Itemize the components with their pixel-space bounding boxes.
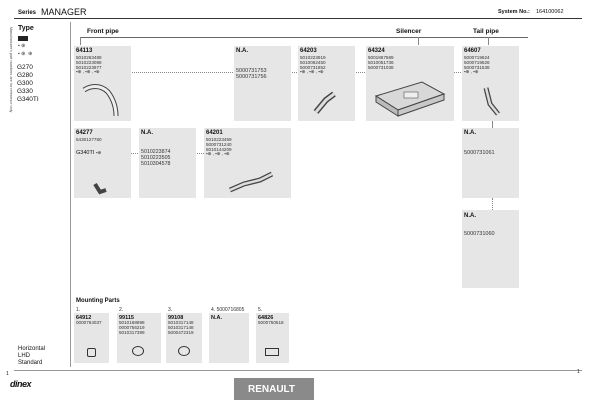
model-2: G280 [17, 72, 33, 79]
truck-icon [18, 36, 28, 41]
mount-2-refs: 5010168898 0000756219 5010317399 [119, 320, 145, 336]
series-value: MANAGER [41, 7, 87, 17]
mount-2-code: 99115 [119, 315, 134, 321]
series-label: Series [18, 10, 37, 16]
config-block [18, 346, 45, 367]
mount-1-num: 1. [76, 307, 81, 313]
mount-1-refs: 0000764037 [76, 320, 102, 325]
part-64277-refs: 5430127780 [76, 137, 102, 142]
heading-tick-3 [488, 37, 489, 45]
na-3-code: N.A. [464, 130, 476, 136]
part-64277-code: 64277 [76, 130, 93, 136]
na-2-code: N.A. [141, 130, 153, 136]
system-label: System No.: [498, 9, 530, 15]
mount-2-image [132, 346, 144, 356]
front-pipe-64277-image [92, 180, 110, 196]
footer-rule [14, 370, 582, 371]
mount-2-num: 2. [119, 307, 124, 313]
config-orientation: Horizontal [18, 346, 46, 352]
part-64203-code: 64203 [300, 48, 317, 54]
header-rule [14, 18, 582, 19]
na-1-code: N.A. [236, 48, 248, 54]
model-1: G270 [17, 64, 33, 71]
mount-5-image [265, 348, 279, 356]
system-value: 164100062 [536, 9, 564, 15]
mount-5-num: 5. [258, 307, 263, 313]
na-1-refs: 5000731753 5000731756 [236, 68, 267, 80]
na-3-box [462, 128, 519, 198]
part-64113-code: 64113 [76, 48, 93, 54]
heading-rule [80, 37, 528, 38]
na-4-refs: 5000731060 [464, 231, 495, 237]
mount-5-code: 64826 [258, 315, 274, 321]
mount-1-image [87, 348, 96, 357]
part-64201-code: 64201 [206, 130, 223, 136]
model-3: G300 [17, 80, 33, 87]
part-64607-icons: ▪⊕ , ▪⊕ [464, 69, 479, 74]
disclaimer-text: Manufacturer's part numbers are for reference only [8, 26, 13, 113]
tail-pipe-64607-image [482, 86, 504, 118]
config-drive: LHD [18, 353, 31, 359]
na-2-refs: 5010223874 5010223505 5010304578 [141, 149, 171, 167]
na-4-box [462, 210, 519, 288]
config-type: Standard [18, 360, 43, 366]
mount-3-code: 99108 [168, 315, 184, 321]
model-5: G340TI [17, 96, 39, 103]
part-64203-icons: ▪⊕ , ▪⊕ , ▪⊕ [300, 69, 324, 74]
part-64113-icons: ▪⊕ , ▪⊕ , ▪⊕ [76, 69, 100, 74]
mounting-title: Mounting Parts [76, 298, 120, 304]
dinex-logo: dinex [10, 379, 32, 389]
silencer-64324-image [370, 76, 450, 120]
mount-4-num: 4. 5000716805 [211, 307, 245, 313]
na-4-code: N.A. [464, 213, 476, 219]
front-pipe-64201-image [226, 170, 276, 196]
part-64201-refs: 5010223459 5000731240 5010144209 [206, 137, 232, 153]
heading-tick-1 [80, 37, 81, 45]
front-pipe-64113-image [80, 82, 125, 120]
type-label: Type [18, 25, 34, 32]
part-64324-code: 64324 [368, 48, 385, 54]
part-64277-icons: ▪⊕ [96, 150, 102, 155]
part-64324-refs: 5001867589 5010051736 5000731038 [368, 55, 394, 71]
front-pipe-heading: Front pipe [87, 28, 119, 35]
front-pipe-64203-image [312, 88, 342, 116]
part-64201-icons: ▪⊕ , ▪⊕ , ▪⊕ [206, 151, 230, 156]
heading-tick-2 [418, 37, 419, 45]
na-1-box [234, 46, 291, 121]
mount-3-image [178, 346, 190, 356]
type-models [17, 64, 39, 104]
part-64277-label: G340TI [76, 150, 95, 156]
tail-connector-2 [492, 198, 494, 210]
part-64113-refs: 5010263488 5010223088 5010223877 [76, 55, 102, 71]
tail-pipe-heading: Tail pipe [473, 28, 499, 35]
brand-bar [234, 378, 314, 400]
silencer-heading: Silencer [396, 28, 422, 35]
mount-3-refs: 5010317148 5010317148 5000472319 [168, 320, 194, 336]
part-64607-refs: 5000719624 5000719626 5000731538 [464, 55, 490, 71]
na-3-refs: 5000731061 [464, 150, 495, 156]
part-64607-code: 64607 [464, 48, 481, 54]
page-number-right: 1 [577, 369, 580, 375]
mount-3-num: 3. [168, 307, 173, 313]
page-number-left: 1 [6, 371, 9, 377]
mount-4-code: N.A. [211, 315, 222, 321]
brand-name: RENAULT [248, 384, 296, 395]
model-4: G330 [17, 88, 33, 95]
mount-1-code: 64912 [76, 315, 92, 321]
type-icons: ▪ ⊕ [18, 43, 26, 49]
part-64203-refs: 5010223919 5010062450 5000731852 [300, 55, 326, 71]
type-icons-2: ▪ ⊕ ⊕ [18, 51, 33, 57]
mount-5-refs: 5000750518 [258, 320, 284, 325]
